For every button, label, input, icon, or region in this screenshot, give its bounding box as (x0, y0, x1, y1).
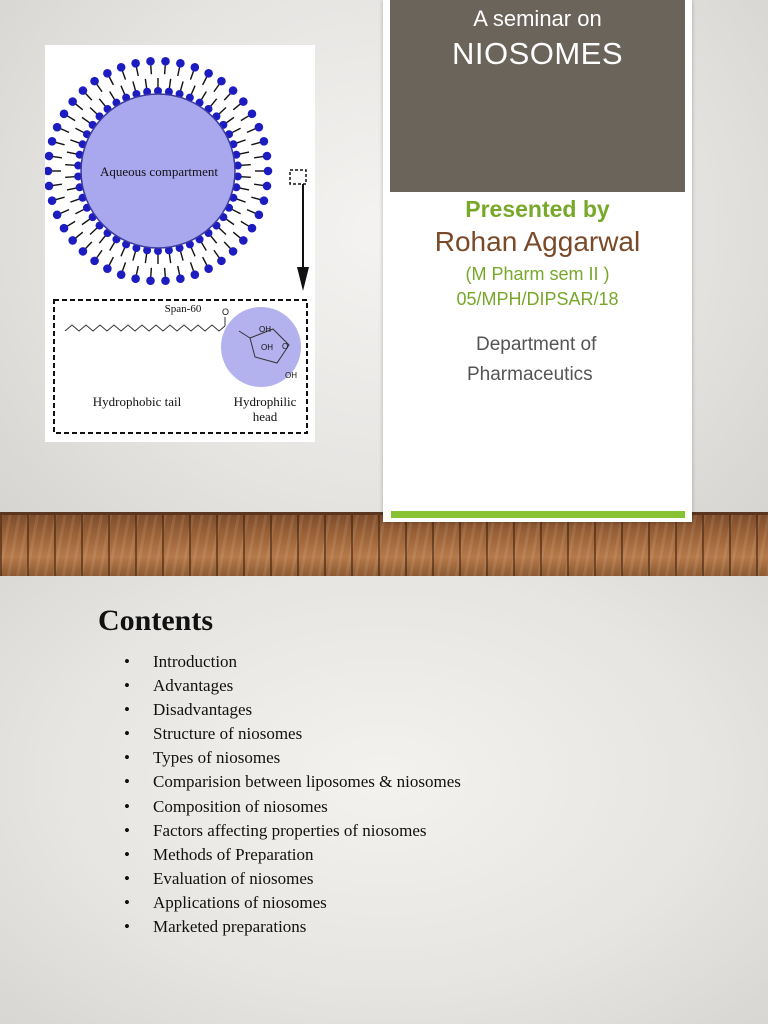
lipid-head (229, 247, 238, 256)
lipid-tail (151, 268, 152, 277)
seminar-title: NIOSOMES (451, 36, 624, 71)
aqueous-label: Aqueous compartment (99, 164, 219, 179)
list-item-label: Structure of niosomes (153, 724, 303, 744)
bullet-icon: • (124, 892, 130, 912)
ring-o-label: O (282, 342, 289, 351)
lipid-tail (236, 199, 245, 202)
list-item (124, 674, 461, 698)
lipid-tail (97, 250, 102, 257)
lipid-tail (203, 77, 207, 85)
contents-title: Contents (98, 604, 214, 637)
lipid-head (176, 59, 185, 68)
lipid-tail (178, 67, 180, 76)
lipid-tail (191, 247, 195, 256)
lipid-head (90, 77, 99, 86)
list-item-label: Types of niosomes (153, 748, 281, 768)
lipid-head (229, 86, 238, 95)
lipid-head (146, 276, 155, 285)
lipid-head (161, 276, 170, 285)
bullet-icon: • (124, 748, 130, 768)
title-header (390, 0, 685, 192)
list-item (124, 915, 461, 939)
presented-by-label: Presented by (465, 196, 610, 222)
lipid-tail (236, 140, 245, 143)
lipid-head (79, 247, 88, 256)
lipid-head (68, 97, 77, 106)
lipid-head (264, 167, 273, 176)
lipid-tail (90, 228, 97, 235)
lipid-tail (241, 165, 251, 166)
presenter-name: Rohan Aggarwal (434, 226, 641, 257)
lipid-tail (219, 228, 226, 235)
lipid-head (191, 270, 200, 279)
lipid-tail (67, 188, 77, 190)
list-item-label: Factors affecting properties of niosomes (153, 820, 427, 840)
lipid-head (60, 224, 69, 233)
lipid-head (248, 110, 257, 119)
bullet-icon: • (124, 917, 130, 937)
lipid-tail (233, 104, 240, 110)
carbonyl-o-label: O (222, 307, 230, 317)
lipid-tail (247, 210, 255, 214)
lipid-tail (239, 188, 249, 190)
lipid-tail (121, 86, 125, 95)
accent-bar (391, 511, 685, 518)
list-item (124, 722, 461, 746)
list-item (124, 795, 461, 819)
lipid-head (117, 270, 126, 279)
list-item (124, 746, 461, 770)
lipid-tail (75, 209, 84, 214)
lipid-head (239, 236, 248, 245)
lipid-tail (67, 221, 75, 226)
bullet-icon: • (124, 724, 130, 744)
lipid-tail (178, 266, 180, 275)
lipid-tail (151, 65, 152, 74)
bullet-icon: • (124, 676, 130, 696)
span-label: Span-60 (164, 303, 202, 315)
lipid-head (131, 274, 140, 283)
lipid-head (239, 97, 248, 106)
bullet-icon: • (124, 844, 130, 864)
list-item (124, 698, 461, 722)
roll-number: 05/MPH/DIPSAR/18 (456, 289, 619, 309)
hydrophobic-tail-label: Hydrophobic tail (92, 394, 182, 409)
list-item-label: Methods of Preparation (153, 844, 314, 864)
lipid-head (255, 211, 264, 220)
list-item-label: Evaluation of niosomes (153, 868, 314, 888)
lipid-tail (232, 209, 241, 214)
lipid-tail (123, 71, 126, 79)
lipid-tail (226, 117, 234, 123)
list-item-label: Marketed preparations (153, 917, 307, 937)
lipid-head (217, 77, 226, 86)
lipid-tail (233, 232, 240, 238)
lipid-tail (214, 250, 219, 257)
lipid-tail (53, 184, 62, 185)
lipid-tail (232, 128, 241, 133)
lipid-head (53, 211, 62, 220)
lipid-tail (67, 152, 77, 154)
lipid-tail (251, 197, 260, 199)
oh-label-3: OH (285, 371, 297, 380)
lipid-tail (136, 266, 138, 275)
lipid-head (176, 274, 185, 283)
lipid-head (161, 57, 170, 66)
lipid-head (260, 137, 269, 146)
lipid-head (204, 264, 213, 273)
lipid-tail (61, 129, 69, 133)
arrow-down-icon (297, 267, 309, 291)
lipid-head (60, 110, 69, 119)
niosome-diagram (45, 45, 315, 442)
lipid-tail (86, 94, 92, 101)
lipid-head (53, 123, 62, 132)
lipid-head (45, 167, 52, 176)
lipid-head (103, 69, 112, 78)
hydrophobic-chain (65, 325, 225, 331)
lipid-tail (65, 165, 75, 166)
lipid-tail (165, 65, 166, 74)
lipid-tail (201, 242, 206, 251)
list-item-label: Advantages (153, 676, 234, 696)
bullet-icon: • (124, 796, 130, 816)
lipid-tail (169, 253, 170, 263)
list-item (124, 650, 461, 674)
lipid-head (90, 257, 99, 266)
lipid-tail (214, 84, 219, 91)
lipid-tail (190, 262, 193, 270)
lipid-tail (180, 81, 183, 91)
hydrophilic-label-2: head (252, 409, 278, 424)
semester-info: (M Pharm sem II ) (465, 264, 610, 284)
lipid-head (255, 123, 264, 132)
lipid-tail (226, 219, 234, 225)
lipid-tail (219, 108, 226, 115)
lipid-tail (145, 253, 146, 263)
oh-label-1: OH (259, 325, 271, 334)
hydrophilic-label-1: Hydrophilic (233, 394, 297, 409)
department-line-1: Department of (476, 334, 597, 355)
lipid-head (146, 57, 155, 66)
lipid-tail (75, 128, 84, 133)
lipid-tail (70, 140, 79, 143)
lipid-tail (76, 104, 83, 110)
lipid-tail (109, 77, 113, 85)
lipid-tail (65, 177, 75, 178)
lipid-tail (241, 221, 249, 226)
lipid-tail (145, 79, 146, 89)
list-item-label: Comparision between liposomes & niosomes (153, 772, 461, 792)
bullet-icon: • (124, 820, 130, 840)
list-item (124, 891, 461, 915)
lipid-tail (254, 184, 263, 185)
lipid-head (103, 264, 112, 273)
lipid-tail (123, 262, 126, 270)
title-panel (383, 0, 692, 522)
department-line-2: Pharmaceutics (467, 364, 593, 385)
lipid-head (48, 196, 57, 205)
lipid-head (117, 63, 126, 72)
lipid-tail (121, 247, 125, 256)
lipid-tail (56, 197, 65, 199)
list-item-label: Applications of niosomes (153, 892, 327, 912)
lipid-tail (210, 99, 216, 107)
lipid-tail (224, 94, 230, 101)
lipid-tail (82, 219, 90, 225)
list-item-label: Composition of niosomes (153, 796, 328, 816)
lipid-head (68, 236, 77, 245)
lipid-tail (97, 84, 102, 91)
list-item (124, 770, 461, 794)
bullet-icon: • (124, 772, 130, 792)
lipid-tail (190, 71, 193, 79)
highlight-box (290, 170, 306, 184)
lipid-tail (133, 81, 136, 91)
lipid-tail (210, 235, 216, 243)
lipid-head (217, 257, 226, 266)
lipid-tail (56, 142, 65, 144)
lipid-tail (241, 177, 251, 178)
lipid-head (204, 69, 213, 78)
lipid-tail (86, 242, 92, 249)
bullet-icon: • (124, 700, 130, 720)
lipid-tail (109, 257, 113, 265)
lipid-tail (110, 242, 115, 251)
lipid-head (263, 182, 272, 191)
lipid-tail (241, 116, 249, 121)
lipid-tail (82, 117, 90, 123)
bullet-icon: • (124, 868, 130, 888)
lipid-tail (53, 157, 62, 158)
lipid-tail (67, 116, 75, 121)
lipid-tail (224, 242, 230, 249)
lipid-tail (191, 86, 195, 95)
lipid-tail (133, 251, 136, 261)
lipid-tail (70, 199, 79, 202)
lipid-tail (90, 108, 97, 115)
list-item-label: Introduction (153, 652, 238, 671)
lipid-head (191, 63, 200, 72)
lipid-tail (203, 257, 207, 265)
lipid-tail (254, 157, 263, 158)
lipid-head (263, 152, 272, 161)
bullet-icon: • (124, 652, 130, 671)
lipid-tail (76, 232, 83, 238)
contents-list (124, 650, 461, 939)
lipid-head (45, 182, 53, 191)
lipid-tail (169, 79, 170, 89)
lipid-tail (251, 142, 260, 144)
list-item-label: Disadvantages (153, 700, 253, 720)
lipid-head (79, 86, 88, 95)
lipid-tail (99, 235, 105, 243)
lipid-tail (110, 92, 115, 101)
lipid-tail (136, 67, 138, 76)
seminar-subtitle: A seminar on (473, 6, 602, 31)
lipid-tail (165, 268, 166, 277)
lipid-tail (61, 210, 69, 214)
contents-slide (0, 576, 768, 1024)
oh-label-2: OH (261, 343, 273, 352)
list-item (124, 867, 461, 891)
lipid-head (131, 59, 140, 68)
lipid-tail (247, 129, 255, 133)
lipid-head (45, 152, 53, 161)
lipid-head (48, 137, 57, 146)
lipid-head (260, 196, 269, 205)
list-item (124, 819, 461, 843)
lipid-tail (201, 92, 206, 101)
niosome-structure-figure (45, 45, 315, 442)
lipid-head (248, 224, 257, 233)
lipid-tail (239, 152, 249, 154)
list-item (124, 843, 461, 867)
lipid-tail (99, 99, 105, 107)
lipid-tail (180, 251, 183, 261)
